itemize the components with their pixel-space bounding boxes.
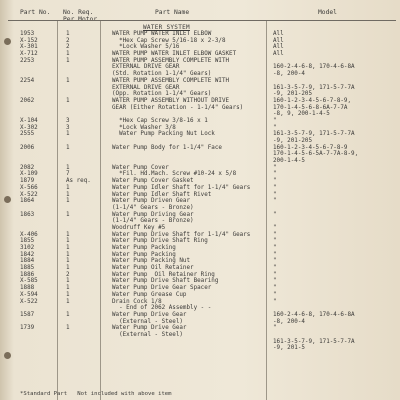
model-cell: 160-1-2-3-4-5-6-7-8-9, (273, 97, 352, 104)
model-cell: 161-3-5-7-9, 171-5-7-7A (273, 131, 355, 138)
model-cell: " (273, 178, 277, 185)
punch-hole (4, 352, 11, 359)
model-cell: " (273, 224, 277, 231)
table-row (0, 111, 400, 118)
model-cell: " (273, 271, 277, 278)
part-name-cell: (Opp. Rotation 1-1/4" Gears) (112, 91, 212, 98)
table-row (0, 151, 400, 158)
quantity-cell: 1 (66, 97, 70, 104)
part-name-cell: Water Pump Body for 1-1/4" Face (112, 144, 222, 151)
part-name-cell: *Hex Cap Screw 3/8-16 x 1 (112, 117, 208, 124)
header-rule (8, 20, 396, 21)
model-cell: " (273, 184, 277, 191)
part-name-cell: Water Pump Driven Gear (112, 198, 191, 205)
part-number-cell: 1739 (20, 325, 35, 332)
table-row (0, 105, 400, 112)
part-name-cell: WATER PUMP ASSEMBLY COMPLETE WITH (112, 77, 230, 84)
table-row (0, 325, 400, 332)
header-no-req-line2: Per Motor (63, 16, 98, 23)
part-name-cell: WATER PUMP ASSEMBLY WITHOUT DRIVE (112, 97, 230, 104)
part-number-cell: X-104 (20, 117, 38, 124)
quantity-cell: 1 (66, 184, 70, 191)
part-name-cell: (1-1/4" Gears - Bronze) (112, 218, 194, 225)
part-number-cell: X-301 (20, 44, 38, 51)
part-number-cell: 1888 (20, 285, 35, 292)
table-row (0, 165, 400, 172)
model-cell: " (273, 198, 277, 205)
table-row (0, 339, 400, 346)
table-row (0, 312, 400, 319)
model-cell: " (273, 191, 277, 198)
quantity-cell: 1 (66, 258, 70, 265)
model-cell: " (273, 265, 277, 272)
table-row (0, 238, 400, 245)
model-cell: " (273, 211, 277, 218)
model-cell: -8, 200-4 (273, 71, 305, 78)
part-number-cell: 3102 (20, 245, 35, 251)
table-row (0, 178, 400, 185)
model-cell: All (273, 44, 284, 51)
part-number-cell: X-712 (20, 51, 38, 58)
table-row (0, 292, 400, 299)
table-row (0, 58, 400, 65)
table-row (0, 198, 400, 205)
model-cell: -8, 200-4 (273, 318, 305, 325)
quantity-cell: 2 (66, 271, 70, 278)
table-row (0, 192, 400, 199)
quantity-cell: 2 (66, 44, 70, 51)
part-name-cell: - End of 2062 Assembly - - (112, 305, 212, 312)
header-part-name: Part Name (155, 9, 190, 16)
quantity-cell: 1 (66, 285, 70, 292)
part-name-cell: Water Pump Oil Retainer (112, 265, 194, 272)
part-name-cell: Water Pump Drive Gear Spacer (112, 285, 212, 292)
model-cell: " (273, 238, 277, 245)
table-row (0, 171, 400, 178)
part-number-cell: X-406 (20, 231, 38, 238)
quantity-cell: 1 (66, 198, 70, 205)
table-row (0, 158, 400, 165)
quantity-cell: 1 (66, 298, 70, 305)
table-row (0, 305, 400, 312)
table-row (0, 278, 400, 285)
quantity-cell: 1 (66, 325, 70, 332)
part-name-cell: EXTERNAL DRIVE GEAR (112, 64, 180, 71)
quantity-cell: 1 (66, 311, 70, 318)
quantity-cell: 1 (66, 231, 70, 238)
table-row (0, 138, 400, 145)
part-name-cell: Water Pump Driving Gear (112, 211, 194, 218)
table-row (0, 218, 400, 225)
part-number-cell: X-566 (20, 184, 38, 191)
quantity-cell: 1 (66, 31, 70, 37)
quantity-cell: 1 (66, 278, 70, 285)
table-row (0, 131, 400, 138)
part-number-cell: 1842 (20, 251, 35, 258)
model-cell: " (273, 231, 277, 238)
part-name-cell: (Std. Rotation 1-1/4" Gears) (112, 71, 212, 78)
model-cell: 161-3-5-7-9, 171-5-7-7A (273, 84, 355, 91)
quantity-cell: 1 (66, 238, 70, 245)
footnote: *Standard Part Not included with above item (20, 391, 172, 397)
part-name-cell: Water Pump Idler Shaft for 1-1/4" Gears (112, 184, 251, 191)
part-name-cell: Water Pump Drive Gear (112, 311, 187, 318)
table-row (0, 145, 400, 152)
part-name-cell: Drain Cock 1/8 (112, 298, 162, 305)
table-row (0, 44, 400, 51)
part-name-cell: GEAR (Either Rotation - 1-1/4" Gears) (112, 104, 244, 111)
model-cell: 200-1-4-5 (273, 158, 305, 165)
model-cell: All (273, 31, 284, 37)
model-cell: 160-2-4-6-8, 170-4-6-8A (273, 311, 355, 318)
table-row (0, 98, 400, 105)
model-cell: 160-1-2-3-4-5-6-7-8-9 (273, 144, 348, 151)
part-name-cell: *Lock Washer 5/16 (112, 44, 180, 51)
model-cell: 160-2-4-6-8, 170-4-6-8A (273, 64, 355, 71)
part-number-cell: 2006 (20, 144, 35, 151)
table-row (0, 258, 400, 265)
header-part-no: Part No. (20, 9, 51, 16)
part-name-cell: WATER PUMP ASSEMBLY COMPLETE WITH (112, 57, 230, 64)
table-row (0, 118, 400, 125)
table-row (0, 299, 400, 306)
part-number-cell: 1885 (20, 265, 35, 272)
table-row (0, 225, 400, 232)
table-row (0, 78, 400, 85)
part-name-cell: Water Pump Packing Nut Lock (112, 131, 215, 138)
model-cell: -9, 201-205 (273, 91, 313, 98)
part-number-cell: 2082 (20, 164, 35, 171)
model-cell: " (273, 124, 277, 131)
part-number-cell: 1953 (20, 31, 35, 37)
model-cell: " (273, 251, 277, 258)
part-name-cell: WATER PUMP WATER INLET ELBOW GASKET (112, 51, 237, 58)
part-name-cell: (1-1/4" Gears - Bronze) (112, 204, 194, 211)
part-number-cell: 1855 (20, 238, 35, 245)
table-row (0, 64, 400, 71)
model-cell: -8, 9, 200-1-4-5 (273, 111, 330, 118)
table-row (0, 212, 400, 219)
table-row (0, 285, 400, 292)
part-name-cell: Water Pump Drive Shaft Bearing (112, 278, 219, 285)
part-number-cell: X-302 (20, 124, 38, 131)
part-name-cell: WATER PUMP WATER INLET ELBOW (112, 31, 212, 37)
model-cell: " (273, 117, 277, 124)
part-name-cell: Water Pump Cover Gasket (112, 178, 194, 185)
part-name-cell: Water Pump Grease Cup (112, 291, 187, 298)
model-cell: " (273, 298, 277, 305)
quantity-cell: 1 (66, 291, 70, 298)
model-cell: All (273, 51, 284, 58)
part-number-cell: 1886 (20, 271, 35, 278)
part-name-cell: Water Pump Drive Shaft for 1-1/4" Gears (112, 231, 251, 238)
model-cell: All (273, 37, 284, 44)
part-number-cell: X-109 (20, 171, 38, 178)
table-row (0, 51, 400, 58)
quantity-cell: 1 (66, 164, 70, 171)
model-cell: " (273, 164, 277, 171)
part-number-cell: X-522 (20, 191, 38, 198)
part-name-cell: *Lock Washer 3/8 (112, 124, 176, 131)
table-row (0, 245, 400, 252)
part-number-cell: 1863 (20, 211, 35, 218)
part-name-cell: Water Pump Packing Nut (112, 258, 191, 265)
part-name-cell: Woodruff Key #5 (112, 224, 166, 231)
table-row (0, 345, 400, 352)
part-name-cell: (External - Steel) (112, 318, 183, 325)
part-number-cell: 2062 (20, 97, 35, 104)
part-number-cell: X-585 (20, 278, 38, 285)
model-cell: 161-3-5-7-9, 171-5-7-7A (273, 338, 355, 345)
table-row (0, 205, 400, 212)
model-cell: " (273, 325, 277, 332)
header-model: Model (318, 9, 337, 16)
table-row (0, 252, 400, 259)
table-row (0, 31, 400, 38)
part-number-cell: 2555 (20, 131, 35, 138)
quantity-cell: As req. (66, 178, 91, 185)
quantity-cell: 7 (66, 171, 70, 178)
part-name-cell: Water Pump Drive Gear (112, 325, 187, 332)
model-cell: " (273, 291, 277, 298)
part-number-cell: X-594 (20, 291, 38, 298)
quantity-cell: 1 (66, 131, 70, 138)
table-row (0, 232, 400, 239)
part-number-cell: 2253 (20, 57, 35, 64)
part-number-cell: 2254 (20, 77, 35, 84)
part-name-cell: Water Pump Cover (112, 164, 169, 171)
table-row (0, 185, 400, 192)
quantity-cell: 1 (66, 191, 70, 198)
part-number-cell: 1879 (20, 178, 35, 185)
quantity-cell: 1 (66, 144, 70, 151)
part-number-cell: 1587 (20, 311, 35, 318)
model-cell: -9, 201-205 (273, 138, 313, 144)
model-cell: 170-1-4-5-6-5A-7-7A-8-9, (273, 151, 359, 158)
part-name-cell: Water Pump Packing (112, 245, 176, 251)
part-name-cell: Water Pump Idler Shaft Rivet (112, 191, 212, 198)
quantity-cell: 1 (66, 51, 70, 58)
table-row (0, 85, 400, 92)
quantity-cell: 1 (66, 265, 70, 272)
part-name-cell: EXTERNAL DRIVE GEAR (112, 84, 180, 91)
part-number-cell: X-522 (20, 298, 38, 305)
model-cell: " (273, 171, 277, 178)
quantity-cell: 1 (66, 251, 70, 258)
part-name-cell: Water Pump Oil Retainer Ring (112, 271, 215, 278)
quantity-cell: 1 (66, 77, 70, 84)
quantity-cell: 1 (66, 211, 70, 218)
model-cell: 170-1-4-5-6-8-6A-7-7A (273, 104, 348, 111)
table-row (0, 272, 400, 279)
model-cell: -9, 201-5 (273, 345, 305, 352)
quantity-cell: 1 (66, 245, 70, 251)
header-no-req-line1: No. Req. (63, 9, 94, 16)
table-row (0, 265, 400, 272)
section-title: WATER SYSTEM (143, 23, 190, 31)
table-row (0, 38, 400, 45)
model-cell: " (273, 285, 277, 292)
part-name-cell: (External - Steel) (112, 331, 183, 338)
table-row (0, 91, 400, 98)
model-cell: " (273, 258, 277, 265)
parts-table (0, 31, 400, 352)
quantity-cell: 2 (66, 37, 70, 44)
table-row (0, 319, 400, 326)
table-row (0, 71, 400, 78)
model-cell: " (273, 278, 277, 285)
quantity-cell: 3 (66, 117, 70, 124)
quantity-cell: 3 (66, 124, 70, 131)
table-row (0, 332, 400, 339)
part-number-cell: 1884 (20, 258, 35, 265)
part-number-cell: 1864 (20, 198, 35, 205)
part-name-cell: Water Pump Packing (112, 251, 176, 258)
model-cell: " (273, 245, 277, 251)
part-name-cell: Water Pump Drive Shaft Ring (112, 238, 208, 245)
table-row (0, 125, 400, 132)
quantity-cell: 1 (66, 57, 70, 64)
part-name-cell: *Hex Cap Screw 5/16-18 x 2-3/8 (112, 37, 226, 44)
part-number-cell: X-152 (20, 37, 38, 44)
part-name-cell: *Fil. Hd.Mach. Screw #10-24 x 5/8 (112, 171, 237, 178)
